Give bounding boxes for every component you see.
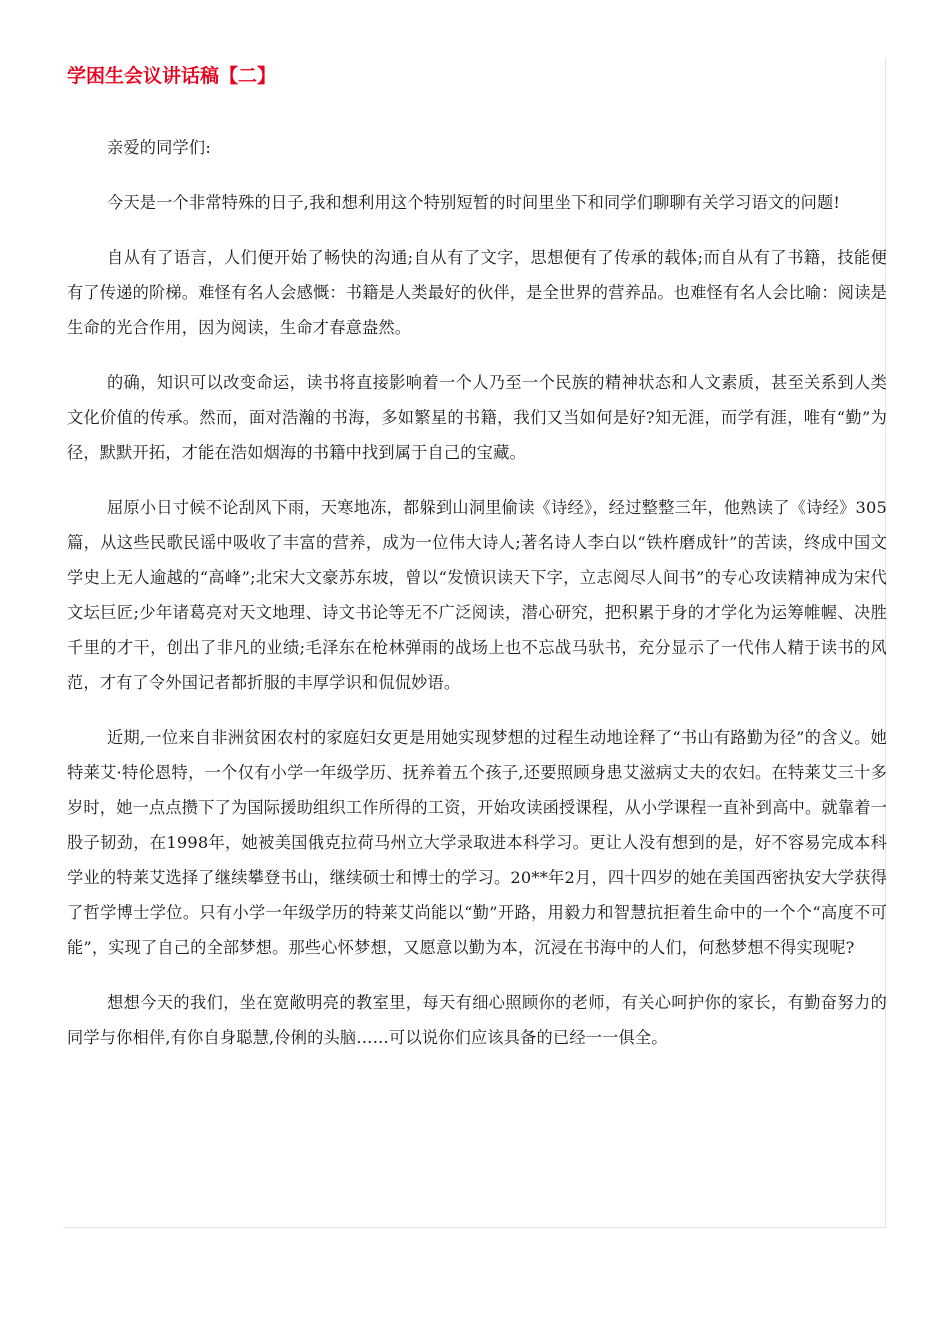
paragraph-knowledge: 的确，知识可以改变命运，读书将直接影响着一个人乃至一个民族的精神状态和人文素质，甚至关系到人类文化价值的传承。然而，面对浩瀚的书海，多如繁星的书籍，我们又当如何是好?知无涯，而学有涯，唯有“勤”为径，默默开拓，才能在浩如烟海的书籍中找到属于自己的宝藏。: [67, 373, 887, 462]
paragraph-historical-examples: 屈原小日寸候不论刮风下雨，天寒地冻，都躲到山洞里偷读《诗经》，经过整整三年，他熟读了《诗经》305篇，从这些民歌民谣中吸收了丰富的营养，成为一位伟大诗人;著名诗人李白以“铁杵磨成针”的苦读，终成中国文学史上无人逾越的“高峰”;北宋大文豪苏东坡，曾以“发愤识读天下字，立志阅尽人间书”的专心攻读精神成为宋代文坛巨匠;少年诸葛亮对天文地理、诗文书论等无不广泛阅读，潜心研究，把积累于身的才学化为运筹帷幄、决胜千里的才干，创出了非凡的业绩;毛泽东在枪林弹雨的战场上也不忘战马驮书，充分显示了一代伟人精于读书的风范，才有了令外国记者都折服的丰厚学识和侃侃妙语。: [67, 498, 887, 692]
paragraph-conclusion: 想想今天的我们，坐在宽敞明亮的教室里，每天有细心照顾你的老师，有关心呵护你的家长，有勤奋努力的同学与你相伴,有你自身聪慧,伶俐的头脑……可以说你们应该具备的已经一一俱全。: [67, 993, 887, 1047]
document-title: 学困生会议讲话稿【二】: [67, 65, 277, 87]
paragraph-intro: 今天是一个非常特殊的日子,我和想利用这个特别短暂的时间里坐下和同学们聊聊有关学习语文的问题!: [107, 193, 841, 212]
paragraph-modern-example: 近期,一位来自非洲贫困农村的家庭妇女更是用她实现梦想的过程生动地诠释了“书山有路勤为径”的含义。她特莱艾·特伦恩特，一个仅有小学一年级学历、抚养着五个孩子,还要照顾身患艾滋病丈夫的农妇。在特莱艾三十多岁时，她一点点攒下了为国际援助组织工作所得的工资，开始攻读函授课程，从小学课程一直补到高中。就靠着一股子韧劲，在1998年，她被美国俄克拉荷马州立大学录取进本科学习。更让人没有想到的是，好不容易完成本科学业的特莱艾选择了继续攀登书山，继续硕士和博士的学习。20**年2月，四十四岁的她在美国西密执安大学获得了哲学博士学位。只有小学一年级学历的特莱艾尚能以“勤”开路，用毅力和智慧抗拒着生命中的一个个“高度不可能”，实现了自己的全部梦想。那些心怀梦想，又愿意以勤为本，沉浸在书海中的人们，何愁梦想不得实现呢?: [67, 728, 887, 957]
document-body: [67, 130, 887, 1075]
paragraph-language: 自从有了语言，人们便开始了畅快的沟通;自从有了文字，思想便有了传承的载体;而自从有了书籍，技能便有了传递的阶梯。难怪有名人会感慨：书籍是人类最好的伙伴，是全世界的营养品。也难怪有名人会比喻：阅读是生命的光合作用，因为阅读，生命才春意盎然。: [67, 248, 887, 337]
paragraph-greeting: 亲爱的同学们:: [107, 138, 211, 157]
